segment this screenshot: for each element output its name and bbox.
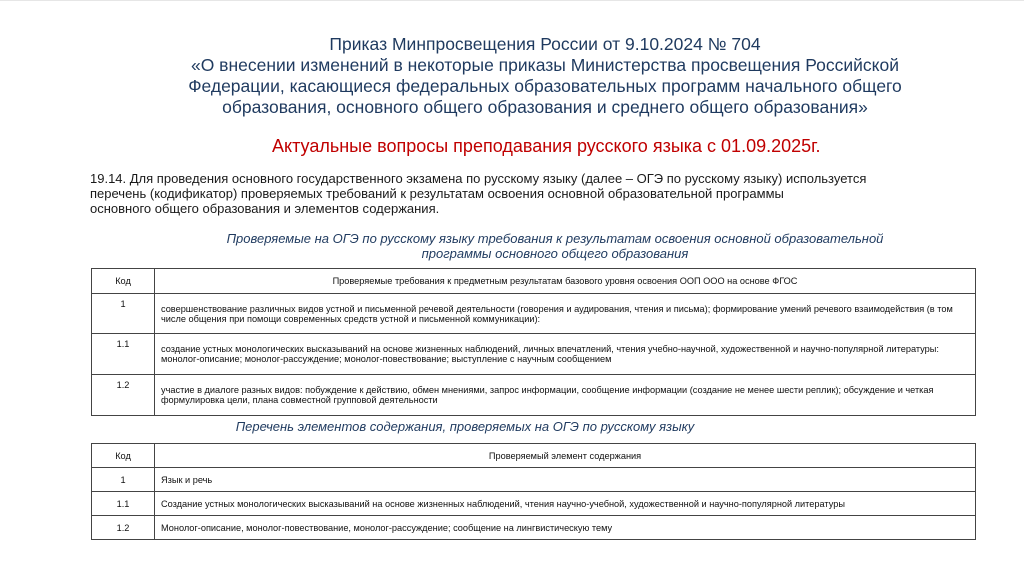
row-text: Монолог-описание, монолог-повествование, монолог-рассуждение; сообщение на лингвистическую тему	[155, 516, 976, 540]
table-row	[92, 468, 976, 492]
table-header-row	[92, 444, 976, 468]
row-code: 1	[92, 294, 155, 334]
requirements-table	[91, 268, 976, 416]
table-row	[92, 334, 976, 375]
row-text: участие в диалоге разных видов: побуждение к действию, обмен мнениями, запрос информации, сообщение информации (создание не менее шести реплик); обсуждение и четкая формулировка цели, плана совместной групповой деятельности	[155, 375, 976, 416]
title-line-4: образования, основного общего образования и среднего общего образования»	[222, 97, 868, 117]
title-line-3: Федерации, касающиеся федеральных образовательных программ начального общего	[188, 76, 902, 96]
caption-text: Перечень элементов содержания, проверяемых на ОГЭ по русскому языку	[235, 419, 695, 434]
row-code: 1.1	[92, 334, 155, 375]
title-line-1: Приказ Минпросвещения России от 9.10.2024 № 704	[329, 34, 761, 54]
row-text: Язык и речь	[155, 468, 976, 492]
intro-paragraph	[90, 171, 940, 216]
row-code: 1.2	[92, 375, 155, 416]
title-line-2: «О внесении изменений в некоторые приказы Министерства просвещения Российской	[190, 55, 900, 75]
paragraph-line-3: основного общего образования и элементов содержания.	[90, 201, 440, 216]
paragraph-line-2: перечень (кодификатор) проверяемых требований к результатам освоения основной образовательной программы	[90, 186, 784, 201]
subtitle: Актуальные вопросы преподавания русского языка с 01.09.2025г.	[272, 136, 821, 156]
row-code: 1.2	[92, 516, 155, 540]
caption-line-2: программы основного общего образования	[421, 246, 689, 261]
row-code: 1.1	[92, 492, 155, 516]
content-elements-table	[91, 443, 976, 540]
row-text: совершенствование различных видов устной и письменной речевой деятельности (говорения и аудирования, чтения и письма); формирование умений речевого взаимодействия (в том числе общения при помощи современных средств устной и письменной коммуникации):	[155, 294, 976, 334]
document-title	[180, 34, 910, 118]
table-row	[92, 516, 976, 540]
row-code: 1	[92, 468, 155, 492]
column-header-code: Код	[92, 269, 155, 294]
table-row	[92, 375, 976, 416]
row-text: создание устных монологических высказываний на основе жизненных наблюдений, личных впечатлений, чтения учебно-научной, художественной и научно-популярной литературы: монолог-описание; монолог-рассуждение; монолог-повествование; выступление с научным сообщением	[155, 334, 976, 375]
table-header-row	[92, 269, 976, 294]
column-header-requirements: Проверяемые требования к предметным результатам базового уровня освоения ООП ООО на основе ФГОС	[155, 269, 976, 294]
top-divider	[0, 0, 1024, 1]
table-row	[92, 492, 976, 516]
requirements-table-caption	[150, 231, 960, 261]
content-table-caption	[120, 419, 810, 434]
row-text: Создание устных монологических высказываний на основе жизненных наблюдений, чтения научно-учебной, художественной и научно-популярной литературы	[155, 492, 976, 516]
column-header-element: Проверяемый элемент содержания	[155, 444, 976, 468]
paragraph-line-1: 19.14. Для проведения основного государственного экзамена по русскому языку (далее – ОГЭ по русскому языку) используется	[90, 171, 867, 186]
column-header-code: Код	[92, 444, 155, 468]
caption-line-1: Проверяемые на ОГЭ по русскому языку требования к результатам освоения основной образовательной	[226, 231, 884, 246]
table-row	[92, 294, 976, 334]
